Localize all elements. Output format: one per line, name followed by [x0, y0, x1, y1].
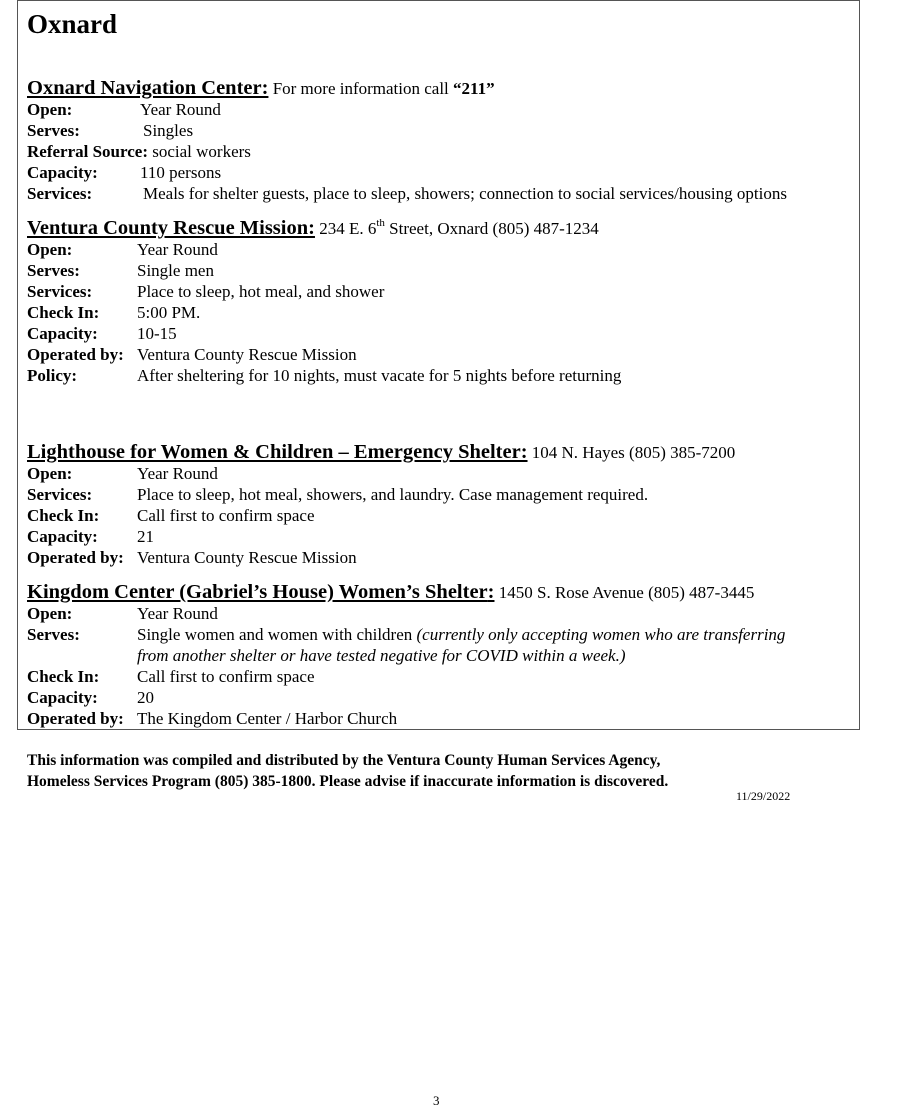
detail-row: Open: Year Round [27, 240, 218, 259]
detail-row: Serves: Singles [27, 121, 194, 140]
section-heading: Ventura County Rescue Mission: [27, 217, 315, 239]
detail-row: Operated by: Ventura County Rescue Mission [27, 345, 357, 364]
section-heading: Kingdom Center (Gabriel’s House) Women’s Shelter [27, 581, 488, 603]
section-ventura-county-rescue-mission [27, 217, 599, 240]
section-kingdom-center-womens-shelter: Kingdom Center (Gabriel’s House) Women’s Shelter: 1450 S. Rose Avenue (805) 487-3445 [27, 581, 755, 603]
detail-row: Capacity: 21 [27, 527, 154, 546]
detail-row: Open: Year Round [27, 604, 218, 623]
footer-note [27, 750, 668, 792]
detail-row: Referral Source: social workers [27, 142, 251, 161]
detail-row: Services: Place to sleep, hot meal, and shower [27, 282, 385, 301]
shelter-listing-box: Oxnard Oxnard Navigation Center: For more information call “211” Open: Year Round Serves: Singles Referral Source: social workers Capacity: 110 persons Services: Meals for shelter guests, place to sleep, showers; connection to social services/housing options Ventura County Rescue Mission: 234 E. 6th Street, Oxnard (805) 487-1234 Open: Year Round Serves: Single men Services: Place to sleep, hot meal, and shower Check In: 5:00 PM. Capacity: 10-15 Operated by: Ventura County Rescue Mission Policy: After sheltering for 10 nights, must vacate for 5 nights before returning Lighthouse for Women & Children – Emergency Shelter: 104 N. Hayes (805) 385-7200 Open: Year Round Services: Place to sleep, hot meal, showers, and laundry. Case management required. Check In: Call first to confirm space Capacity: 21 Operated by: Ventura County Rescue Mission Kingdom Center (Gabriel’s House) Women’s Shelter: 1450 S. Rose Avenue (805) 487-3445 Open: Year Round Serves: Single women and women with children (currently only accepting women who are transferring from another shelter or have tested negative for COVID within a week.) Check In: Call first to confirm space Capacity: 20 Operated by: The Kingdom Center / Harbor Church [17, 0, 860, 730]
detail-row: Capacity: 20 [27, 688, 154, 707]
revision-date: 11/29/2022 [736, 789, 791, 803]
section-lighthouse-emergency-shelter [27, 441, 735, 464]
detail-row: Open: Year Round [27, 100, 221, 119]
section-contact: 234 E. 6th Street, Oxnard (805) 487-1234 [314, 217, 599, 238]
detail-row: Serves: Single women and women with children (currently only accepting women who are transferring [27, 625, 786, 644]
detail-row: Operated by: The Kingdom Center / Harbor Church [27, 709, 398, 728]
section-oxnard-navigation-center [27, 77, 495, 100]
footer-line: Homeless Services Program (805) 385-1800. Please advise if inaccurate information is discovered. [27, 773, 669, 790]
detail-row: Capacity: 10-15 [27, 324, 177, 343]
footer-line: This information was compiled and distributed by the Ventura County Human Services Agency, [27, 752, 661, 769]
detail-row: Policy: After sheltering for 10 nights, must vacate for 5 nights before returning [27, 366, 622, 385]
detail-row: Check In: Call first to confirm space [27, 667, 315, 686]
detail-row: Services: Place to sleep, hot meal, showers, and laundry. Case management required. [27, 485, 649, 504]
detail-row: Capacity: 110 persons [27, 163, 222, 182]
detail-row: Services: Meals for shelter guests, place to sleep, showers; connection to social services/housing options [27, 184, 787, 203]
detail-row: Check In: 5:00 PM. [27, 303, 201, 322]
section-contact: 104 N. Hayes (805) 385-7200 [527, 443, 736, 462]
detail-row: Open: Year Round [27, 464, 218, 483]
detail-row: Serves: Single men [27, 261, 214, 280]
section-heading: Lighthouse for Women & Children – Emergency Shelter: [27, 441, 528, 463]
section-contact: For more information call “211” [268, 79, 495, 98]
page-number: 3 [433, 1093, 440, 1108]
section-contact: 1450 S. Rose Avenue (805) 487-3445 [494, 583, 755, 602]
detail-row: Operated by: Ventura County Rescue Mission [27, 548, 357, 567]
section-heading: Oxnard Navigation Center: [27, 77, 269, 99]
detail-row: Check In: Call first to confirm space [27, 506, 315, 525]
city-title: Oxnard [27, 9, 118, 39]
